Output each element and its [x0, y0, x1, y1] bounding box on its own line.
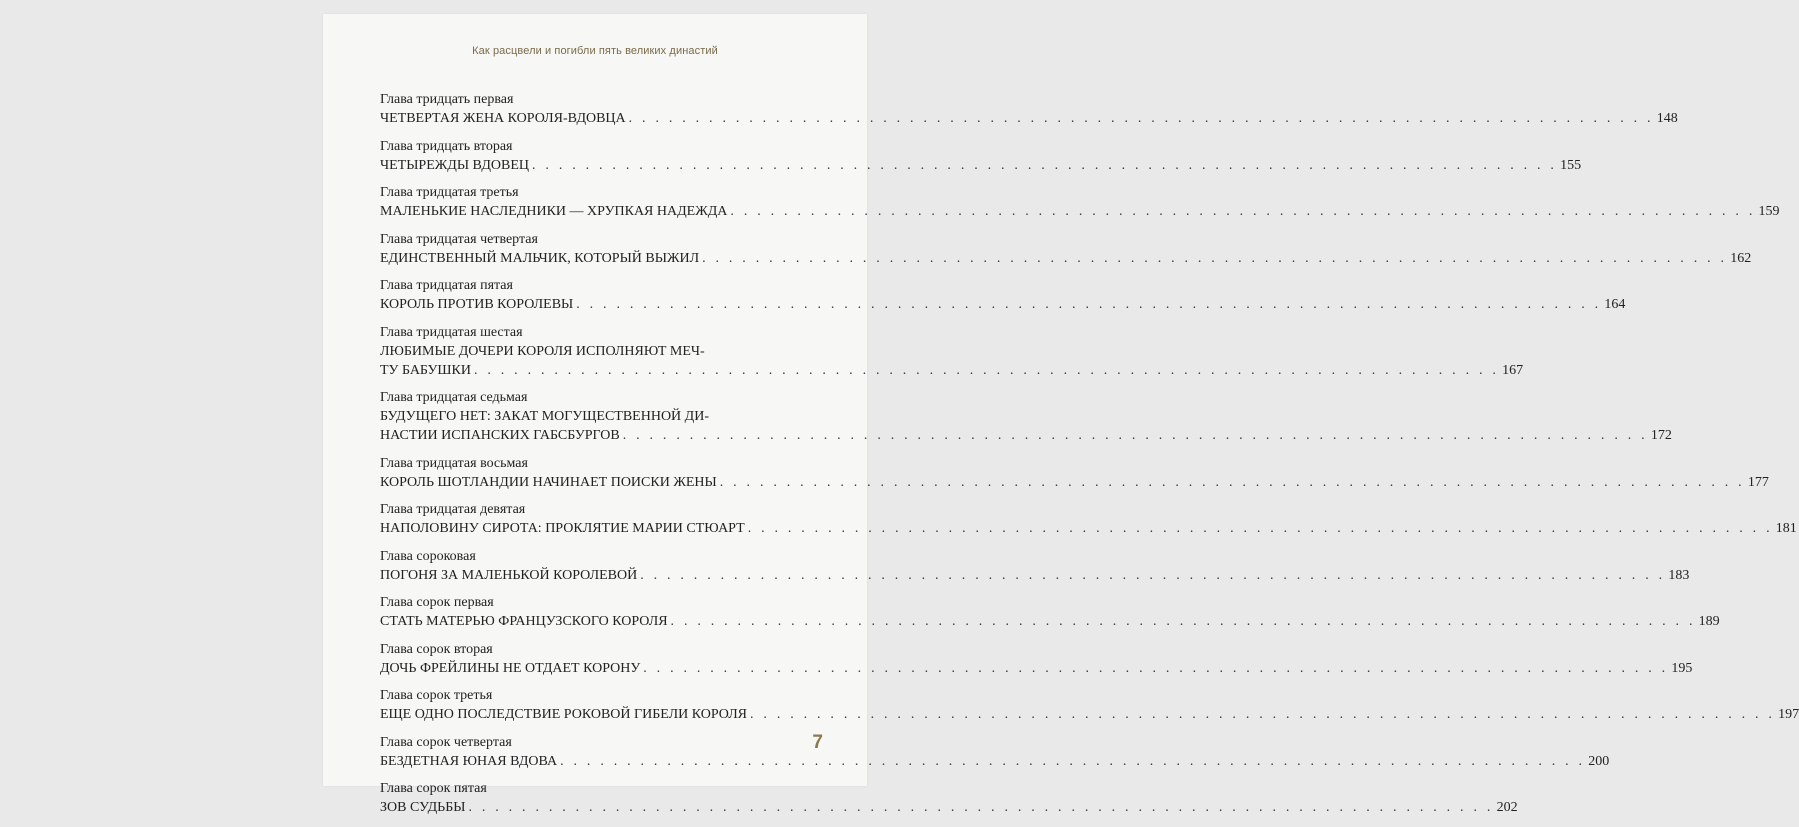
toc-entry	[380, 455, 1769, 492]
chapter-title: ЗОВ СУДЬБЫ	[380, 800, 466, 815]
chapter-page-number: 202	[1496, 800, 1518, 815]
chapter-title: НАПОЛОВИНУ СИРОТА: ПРОКЛЯТИЕ МАРИИ СТЮАРТ	[380, 521, 745, 536]
chapter-title-line	[380, 342, 806, 361]
chapter-title: ПОГОНЯ ЗА МАЛЕНЬКОЙ КОРОЛЕВОЙ	[380, 567, 638, 583]
book-page	[323, 14, 1799, 815]
toc-entry	[380, 734, 1610, 771]
chapter-label: Глава тридцатая третья	[380, 185, 519, 200]
chapter-title: БУДУЩЕГО НЕТ: ЗАКАТ МОГУЩЕСТВЕННОЙ ДИ-	[380, 409, 709, 424]
chapter-title-line	[380, 202, 1780, 221]
chapter-page-number: 200	[1588, 753, 1610, 769]
chapter-page-number: 177	[1747, 474, 1769, 490]
chapter-title-line	[380, 566, 1690, 585]
chapter-label: Глава сорок третья	[380, 688, 493, 703]
toc-entry	[380, 184, 1780, 221]
dot-leader	[730, 202, 1755, 221]
dot-leader	[629, 109, 1654, 128]
chapter-page-number: 167	[1502, 362, 1524, 378]
page-number: 7	[812, 732, 823, 753]
dot-leader	[560, 752, 1585, 771]
chapter-title: ЕДИНСТВЕННЫЙ МАЛЬЧИК, КОТОРЫЙ ВЫЖИЛ	[380, 250, 700, 266]
chapter-title-line	[380, 519, 1797, 538]
chapter-title: НАСТИИ ИСПАНСКИХ ГАБСБУРГОВ	[380, 428, 620, 443]
chapter-label: Глава тридцатая седьмая	[380, 390, 528, 405]
chapter-title-line	[380, 705, 1799, 724]
chapter-page-number: 197	[1778, 707, 1799, 722]
chapter-label: Глава тридцатая шестая	[380, 324, 523, 340]
chapter-title: КОРОЛЬ ПРОТИВ КОРОЛЕВЫ	[380, 297, 574, 312]
chapter-title-line	[380, 361, 1524, 380]
toc-entry	[380, 231, 1752, 268]
chapter-title-line	[380, 426, 1672, 445]
dot-leader	[532, 156, 1557, 175]
chapter-page-number: 162	[1730, 250, 1752, 266]
chapter-page-number: 164	[1604, 297, 1626, 312]
chapter-label: Глава тридцать первая	[380, 92, 514, 107]
dot-leader	[702, 249, 1727, 268]
chapter-label: Глава сороковая	[380, 548, 476, 564]
chapter-title-line	[380, 752, 1610, 771]
dot-leader	[748, 519, 1773, 538]
chapter-page-number: 155	[1560, 157, 1582, 173]
chapter-label: Глава тридцатая девятая	[380, 502, 526, 517]
chapter-page-number: 183	[1668, 567, 1690, 583]
chapter-label: Глава тридцатая пятая	[380, 278, 513, 293]
chapter-title-line	[380, 798, 1518, 817]
chapter-title-line	[380, 407, 806, 426]
chapter-label: Глава сорок пятая	[380, 781, 487, 796]
chapter-page-number: 172	[1650, 428, 1672, 443]
toc-entry	[380, 501, 1797, 538]
chapter-title: ДОЧЬ ФРЕЙЛИНЫ НЕ ОТДАЕТ КОРОНУ	[380, 660, 641, 676]
chapter-title-line	[380, 612, 1720, 631]
chapter-title-line	[380, 249, 1752, 268]
dot-leader	[640, 566, 1665, 585]
chapter-title: КОРОЛЬ ШОТЛАНДИИ НАЧИНАЕТ ПОИСКИ ЖЕНЫ	[380, 474, 717, 490]
toc-entry	[380, 324, 1524, 380]
toc-entry	[380, 780, 1518, 817]
toc-entry	[380, 687, 1799, 724]
table-of-contents	[380, 91, 1799, 827]
dot-leader	[720, 473, 1745, 492]
chapter-page-number: 148	[1656, 111, 1678, 126]
chapter-page-number: 181	[1775, 521, 1797, 536]
chapter-title-line	[380, 659, 1693, 678]
chapter-label: Глава сорок первая	[380, 595, 494, 610]
chapter-title: ЧЕТЫРЕЖДЫ ВДОВЕЦ	[380, 157, 530, 173]
dot-leader	[750, 705, 1775, 724]
chapter-title: ТУ БАБУШКИ	[380, 362, 471, 378]
chapter-title: ЕЩЕ ОДНО ПОСЛЕДСТВИЕ РОКОВОЙ ГИБЕЛИ КОРОЛЯ	[380, 707, 748, 722]
toc-entry	[380, 389, 1672, 445]
dot-leader	[576, 295, 1601, 314]
toc-entry	[380, 277, 1626, 314]
dot-leader	[671, 612, 1696, 631]
toc-entry	[380, 548, 1690, 585]
chapter-title: БЕЗДЕТНАЯ ЮНАЯ ВДОВА	[380, 753, 558, 769]
chapter-label: Глава тридцать вторая	[380, 138, 513, 154]
chapter-title-line	[380, 473, 1769, 492]
chapter-title: ЧЕТВЕРТАЯ ЖЕНА КОРОЛЯ-ВДОВЦА	[380, 111, 626, 126]
chapter-title: ЛЮБИМЫЕ ДОЧЕРИ КОРОЛЯ ИСПОЛНЯЮТ МЕЧ-	[380, 343, 705, 359]
chapter-label: Глава сорок вторая	[380, 641, 493, 657]
chapter-page-number: 189	[1698, 614, 1720, 629]
toc-entry	[380, 594, 1720, 631]
dot-leader	[623, 426, 1648, 445]
running-head: Как расцвели и погибли пять великих династий	[472, 45, 718, 57]
chapter-title-line	[380, 156, 1582, 175]
dot-leader	[474, 361, 1499, 380]
chapter-page-number: 159	[1758, 204, 1780, 219]
toc-entry	[380, 91, 1678, 128]
toc-entry	[380, 641, 1693, 678]
chapter-label: Глава сорок четвертая	[380, 734, 512, 750]
dot-leader	[468, 798, 1493, 817]
chapter-title-line	[380, 295, 1626, 314]
dot-leader	[643, 659, 1668, 678]
chapter-page-number: 195	[1671, 660, 1693, 676]
chapter-label: Глава тридцатая четвертая	[380, 231, 538, 247]
chapter-label: Глава тридцатая восьмая	[380, 455, 528, 471]
chapter-title-line	[380, 109, 1678, 128]
chapter-title: МАЛЕНЬКИЕ НАСЛЕДНИКИ — ХРУПКАЯ НАДЕЖДА	[380, 204, 728, 219]
toc-entry	[380, 138, 1582, 175]
chapter-title: СТАТЬ МАТЕРЬЮ ФРАНЦУЗСКОГО КОРОЛЯ	[380, 614, 668, 629]
